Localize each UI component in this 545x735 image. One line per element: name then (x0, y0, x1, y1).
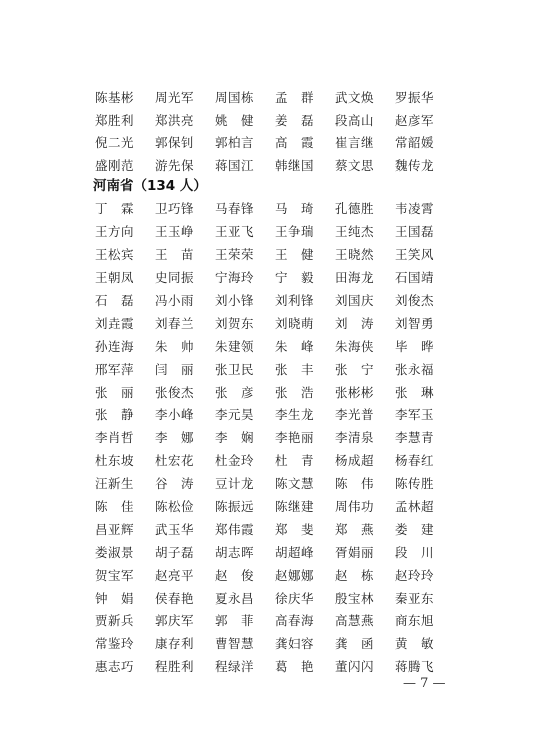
name-row (95, 517, 455, 540)
person-name: 商东旭 (395, 613, 435, 629)
name-row (95, 472, 455, 495)
person-name: 郑洪亮 (155, 112, 195, 128)
person-name: 龚 函 (335, 636, 375, 652)
person-name: 蔡文思 (335, 157, 375, 173)
person-name: 陈传胜 (395, 476, 435, 492)
person-name: 姜 磊 (275, 112, 315, 128)
person-name: 宁 毅 (275, 270, 315, 286)
person-name: 郑 斐 (275, 521, 315, 537)
person-name: 高慧燕 (335, 613, 375, 629)
person-name: 武文焕 (335, 90, 375, 106)
person-name: 孔德胜 (335, 201, 375, 217)
person-name: 刘俊杰 (395, 293, 435, 308)
person-name: 段高山 (335, 112, 375, 128)
person-name: 石国靖 (395, 270, 435, 286)
name-row (95, 540, 455, 563)
person-name: 徐庆华 (275, 590, 315, 606)
person-name: 蒋国江 (215, 157, 255, 173)
person-name: 郭柏言 (215, 135, 255, 151)
person-name: 赵娜娜 (275, 567, 315, 583)
person-name: 陈 伟 (335, 476, 375, 492)
person-name: 张 丽 (95, 384, 135, 400)
name-row (95, 586, 455, 609)
person-name: 娄淑景 (95, 544, 135, 560)
person-name: 王玉峥 (155, 224, 195, 240)
person-name: 马 琦 (275, 201, 315, 217)
person-name: 张 宁 (335, 361, 375, 377)
person-name: 马春锋 (215, 201, 255, 217)
name-row (95, 197, 455, 220)
person-name: 朱海侠 (335, 338, 375, 354)
name-row (95, 655, 455, 678)
name-row (95, 266, 455, 289)
person-name: 王纯杰 (335, 224, 375, 240)
person-name: 朱建领 (215, 338, 255, 354)
person-name: 赵亮平 (155, 567, 195, 583)
person-name: 汪新生 (95, 476, 135, 492)
person-name: 刘晓萌 (275, 315, 315, 331)
person-name: 胡子磊 (155, 544, 195, 560)
person-name: 常韶媛 (395, 135, 435, 151)
person-name: 龚妇容 (275, 636, 315, 652)
person-name: 陈文慧 (275, 476, 315, 492)
person-name: 豆计龙 (215, 476, 255, 492)
person-name: 郑胜利 (95, 112, 135, 128)
name-row (95, 426, 455, 449)
person-name: 张永福 (395, 361, 435, 377)
name-row (95, 609, 455, 632)
person-name: 邢军萍 (95, 361, 135, 377)
name-row (95, 131, 455, 154)
person-name: 王荣荣 (215, 247, 255, 263)
person-name: 高 霞 (275, 135, 315, 151)
person-name: 杨春红 (395, 453, 435, 469)
name-row (95, 289, 455, 312)
person-name: 李清泉 (335, 430, 375, 446)
person-name: 张 浩 (275, 384, 315, 400)
person-name: 魏传龙 (395, 157, 435, 173)
person-name: 周伟功 (335, 499, 375, 515)
person-name: 闫 丽 (155, 361, 195, 377)
person-name: 王 苗 (155, 247, 195, 263)
person-name: 郑 燕 (335, 521, 375, 537)
person-name: 程绿洋 (215, 659, 255, 675)
name-row (95, 357, 455, 380)
person-name: 姚 健 (215, 112, 255, 128)
person-name: 罗振华 (395, 90, 435, 106)
person-name: 张 丰 (275, 361, 315, 377)
person-name: 昌亚辉 (95, 521, 135, 537)
person-name: 赵彦军 (395, 112, 435, 128)
person-name: 卫巧锋 (155, 201, 195, 217)
person-name: 高春海 (275, 613, 315, 629)
person-name: 王松宾 (95, 247, 135, 263)
person-name: 陈松俭 (155, 499, 195, 515)
person-name: 韩继国 (275, 157, 315, 173)
person-name: 胥娟丽 (335, 544, 375, 560)
person-name: 贾新兵 (95, 613, 135, 629)
person-name: 田海龙 (335, 270, 375, 286)
person-name: 李艳丽 (275, 430, 315, 446)
person-name: 武玉华 (155, 521, 195, 537)
name-row (95, 311, 455, 334)
person-name: 惠志巧 (95, 659, 135, 675)
person-name: 郭 菲 (215, 613, 255, 629)
person-name: 李 娜 (155, 430, 195, 446)
person-name: 张 彦 (215, 384, 255, 400)
person-name: 王亚飞 (215, 224, 255, 240)
person-name: 周国栋 (215, 90, 255, 106)
person-name: 娄 建 (395, 521, 435, 537)
person-name: 程胜利 (155, 659, 195, 675)
name-row (95, 86, 455, 109)
person-name: 刘小锋 (215, 293, 255, 308)
person-name: 谷 涛 (155, 476, 195, 492)
person-name: 倪二光 (95, 135, 135, 151)
person-name: 夏永昌 (215, 590, 255, 606)
person-name: 曹智慧 (215, 636, 255, 652)
person-name: 侯春艳 (155, 590, 195, 606)
person-name: 王朝凤 (95, 270, 135, 286)
person-name: 王国磊 (395, 224, 435, 240)
person-name: 赵玲玲 (395, 567, 435, 583)
person-name: 李生龙 (275, 407, 315, 423)
person-name: 杜东坡 (95, 453, 135, 469)
name-row (95, 109, 455, 132)
person-name: 刘春兰 (155, 315, 195, 331)
name-row (95, 495, 455, 518)
person-name: 赵 栋 (335, 567, 375, 583)
person-name: 杨成超 (335, 453, 375, 469)
person-name: 段 川 (395, 544, 435, 560)
person-name: 王争瑞 (275, 224, 315, 240)
person-name: 孙连海 (95, 338, 135, 354)
person-name: 胡志晖 (215, 544, 255, 560)
person-name: 冯小雨 (155, 293, 195, 308)
person-name: 常鉴玲 (95, 636, 135, 652)
person-name: 殷宝林 (335, 590, 375, 606)
person-name: 史同振 (155, 270, 195, 286)
person-name: 胡超峰 (275, 544, 315, 560)
person-name: 张 静 (95, 407, 135, 423)
person-name: 李慧青 (395, 430, 435, 446)
name-list-continued (95, 86, 455, 176)
name-row (95, 334, 455, 357)
person-name: 石 磊 (95, 293, 135, 308)
person-name: 朱 峰 (275, 338, 315, 354)
person-name: 朱 帅 (155, 338, 195, 354)
person-name: 张 琳 (395, 384, 435, 400)
name-row (95, 449, 455, 472)
person-name: 周光军 (155, 90, 195, 106)
person-name: 赵 俊 (215, 567, 255, 583)
person-name: 王晓然 (335, 247, 375, 263)
person-name: 宁海玲 (215, 270, 255, 286)
person-name: 杜宏花 (155, 453, 195, 469)
section-heading-henan: 河南省（134 人） (93, 178, 207, 194)
name-row (95, 563, 455, 586)
person-name: 李肖哲 (95, 430, 135, 446)
person-name: 葛 艳 (275, 659, 315, 675)
name-row (95, 154, 455, 177)
person-name: 张彬彬 (335, 384, 375, 400)
name-list-henan (95, 197, 455, 678)
name-row (95, 403, 455, 426)
person-name: 秦亚东 (395, 590, 435, 606)
person-name: 李光普 (335, 407, 375, 423)
person-name: 钟 娟 (95, 590, 135, 606)
person-name: 刘贺东 (215, 315, 255, 331)
person-name: 陈继建 (275, 499, 315, 515)
person-name: 贺宝军 (95, 567, 135, 583)
person-name: 杜 青 (275, 453, 315, 469)
person-name: 丁 霖 (95, 201, 135, 217)
person-name: 黄 敏 (395, 636, 435, 652)
name-row (95, 632, 455, 655)
person-name: 崔言继 (335, 135, 375, 151)
person-name: 陈基彬 (95, 90, 135, 106)
person-name: 孟林超 (395, 499, 435, 515)
person-name: 郭保钊 (155, 135, 195, 151)
person-name: 毕 晔 (395, 338, 435, 354)
person-name: 游先保 (155, 157, 195, 173)
person-name: 刘国庆 (335, 293, 375, 308)
person-name: 李军玉 (395, 407, 435, 423)
page-number: — 7 — (403, 676, 446, 691)
person-name: 刘垚霞 (95, 315, 135, 331)
name-row (95, 380, 455, 403)
person-name: 刘智勇 (395, 315, 435, 331)
person-name: 张卫民 (215, 361, 255, 377)
person-name: 孟 群 (275, 90, 315, 106)
person-name: 陈振远 (215, 499, 255, 515)
person-name: 杜金玲 (215, 453, 255, 469)
person-name: 王方向 (95, 224, 135, 240)
person-name: 王 健 (275, 247, 315, 263)
person-name: 陈 佳 (95, 499, 135, 515)
person-name: 盛刚范 (95, 157, 135, 173)
person-name: 康存利 (155, 636, 195, 652)
person-name: 韦凌霄 (395, 201, 435, 217)
person-name: 刘利锋 (275, 293, 315, 308)
person-name: 张俊杰 (155, 384, 195, 400)
person-name: 李 娴 (215, 430, 255, 446)
person-name: 李元昊 (215, 407, 255, 423)
person-name: 王笑风 (395, 247, 435, 263)
name-row (95, 243, 455, 266)
person-name: 李小峰 (155, 407, 195, 423)
person-name: 蒋腾飞 (395, 659, 435, 675)
person-name: 郑伟霞 (215, 521, 255, 537)
name-row (95, 220, 455, 243)
person-name: 董闪闪 (335, 659, 375, 675)
person-name: 郭庆军 (155, 613, 195, 629)
person-name: 刘 涛 (335, 315, 375, 331)
